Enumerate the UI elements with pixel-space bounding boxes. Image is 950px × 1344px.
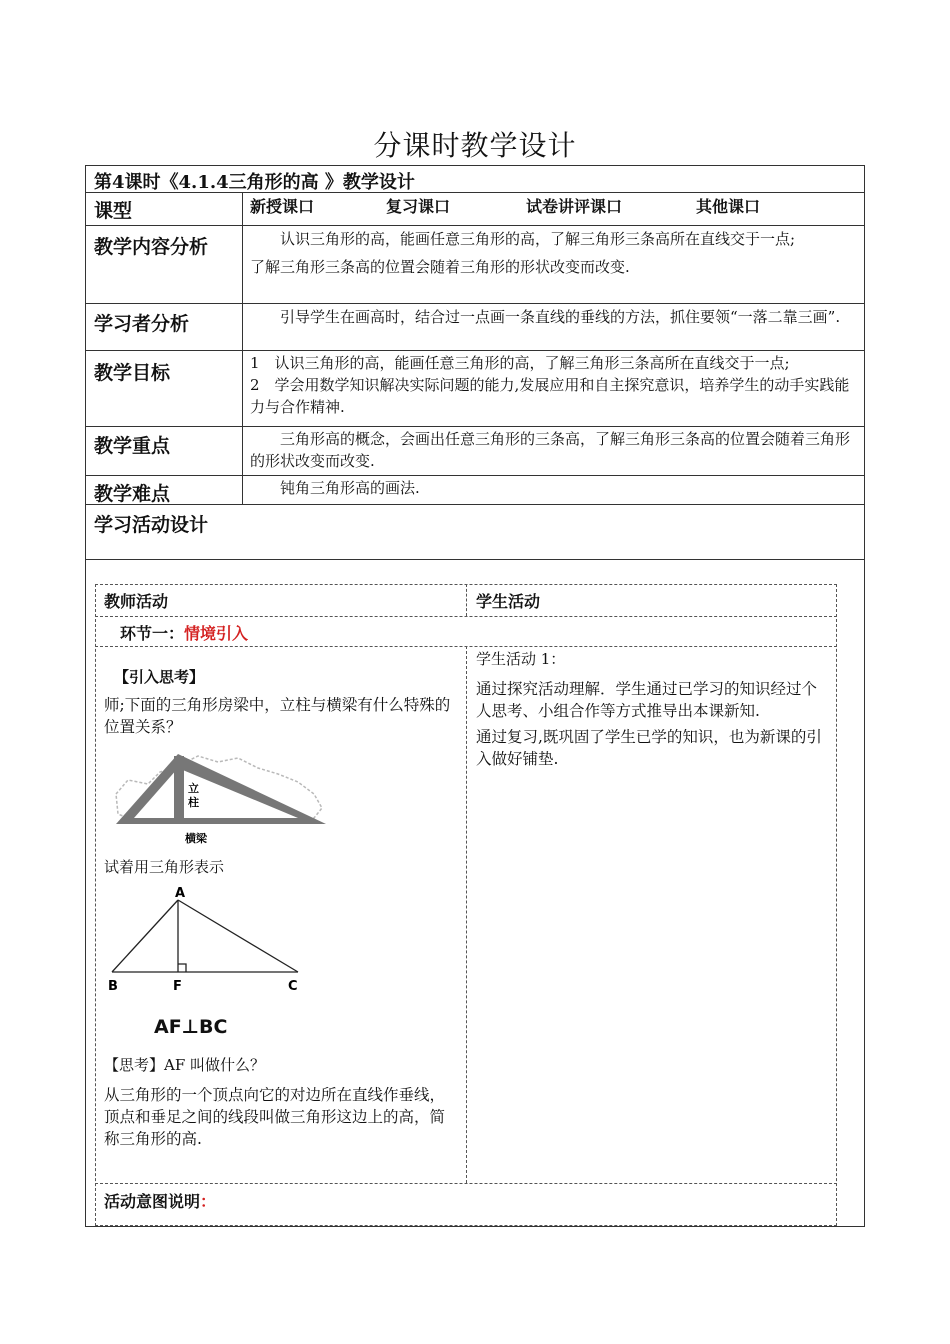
think-tag: 【思考】 [104,1056,165,1074]
learner-analysis-para: 引导学生在画高时，结合过一点画一条直线的垂线的方法，抓住要领“一落二靠三画”. [280,308,841,326]
divider [85,303,865,304]
section-prefix: 环节一： [120,624,185,643]
difficulties-label: 教学难点 [94,483,171,505]
page-title: 分课时教学设计 [373,129,577,162]
foot-f-label: F [173,979,182,994]
objective-item: 1 认识三角形的高，能画任意三角形的高，了解三角形三条高所在直线交于一点; [250,354,790,372]
option-exam-review-lesson[interactable]: 试卷讲评课口 [526,197,623,216]
triangle-diagram [100,884,312,996]
vertex-b-label: B [108,979,118,994]
course-type-label: 课型 [94,200,133,222]
divider [85,350,865,351]
divider [85,475,865,476]
dashed-divider [466,584,467,616]
divider [85,225,865,226]
student-activity-para: 通过复习,既巩固了学生已学的知识，也为新课的引入做好铺垫. [476,728,822,768]
difficulties-para: 钝角三角形高的画法. [280,479,420,497]
pillar-label: 立 [188,782,199,795]
lesson-title: 第4课时《4.1.4三角形的高 》教学设计 [94,172,415,193]
divider [85,504,865,505]
divider [85,426,865,427]
side-ab [112,900,178,972]
key-points-text [250,428,858,472]
activity-design-label: 学习活动设计 [94,514,209,536]
activity-intent-colon: ： [200,1192,217,1211]
dashed-divider [95,1183,837,1184]
activity-intent-label: 活动意图说明 [104,1192,201,1211]
option-review-lesson[interactable]: 复习课口 [386,197,451,216]
think-question: AF 叫做什么？ [164,1056,266,1074]
dashed-divider [466,646,467,1183]
section-name: 情境引入 [184,624,249,643]
dashed-divider [95,616,837,617]
student-activity-title: 学生活动 1： [476,650,566,668]
think-line [104,1054,265,1076]
pillar-label: 柱 [188,796,199,809]
objectives-label: 教学目标 [94,362,171,384]
intro-tag: 【引入思考】 [114,668,205,686]
content-analysis-para: 了解三角形三条高的位置会随着三角形的形状改变而改变. [250,258,630,276]
option-other-lesson[interactable]: 其他课口 [696,197,761,216]
vertex-c-label: C [288,979,298,994]
content-analysis-text [250,228,858,278]
key-points-para: 三角形高的概念，会画出任意三角形的三条高，了解三角形三条高的位置会随着三角形的形状改变而改变. [250,430,851,470]
key-points-label: 教学重点 [94,435,171,457]
content-analysis-para: 认识三角形的高，能画任意三角形的高，了解三角形三条高所在直线交于一点; [280,230,796,248]
teacher-question: 师;下面的三角形房梁中，立柱与横梁有什么特殊的位置关系？ [104,696,451,736]
student-activity-header: 学生活动 [476,592,541,611]
objective-item: 2 学会用数学知识解决实际问题的能力,发展应用和自主探究意识，培养学生的动手实践能力与合作精神. [250,376,850,416]
difficulties-text [250,477,858,499]
option-new-lesson[interactable]: 新授课口 [250,197,315,216]
divider [85,559,865,560]
vertex-a-label: A [175,886,186,901]
teacher-activity-header: 教师活动 [104,592,169,611]
learner-analysis-text [250,306,858,328]
student-activity-para: 通过探究活动理解．学生通过已学习的知识经过个人思考、小组合作等方式推导出本课新知. [476,680,818,720]
activity-intent-heading [104,1189,216,1212]
roof-truss-photo [108,744,334,848]
beam-label: 横梁 [185,832,207,845]
side-ac [178,900,298,972]
perpendicular-relation: AF⊥BC [154,1016,228,1038]
content-analysis-label: 教学内容分析 [94,236,209,258]
try-text: 试着用三角形表示 [104,858,225,876]
altitude-definition: 从三角形的一个顶点向它的对边所在直线作垂线，顶点和垂足之间的线段叫做三角形这边上的高，简称三角形的高. [104,1086,446,1148]
objectives-text [250,352,858,418]
divider [242,192,243,504]
truss-pillar [174,756,184,820]
right-angle-mark [178,964,186,972]
learner-analysis-label: 学习者分析 [94,313,190,335]
section-heading [120,621,248,644]
